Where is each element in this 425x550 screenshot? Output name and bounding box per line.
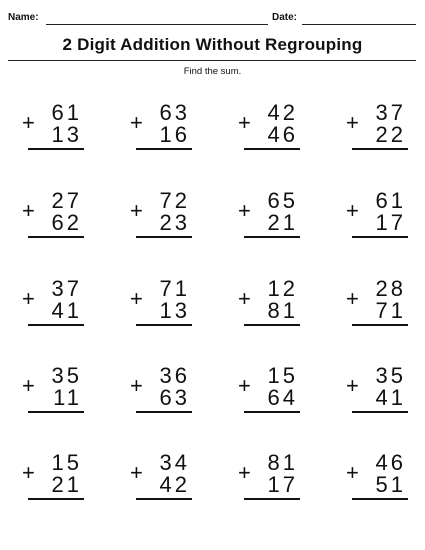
answer-line[interactable] (352, 236, 408, 238)
addition-problem (238, 100, 298, 160)
addend-top: 28 (375, 276, 406, 301)
addition-problem (346, 188, 406, 248)
addition-problem (346, 363, 406, 423)
addend-top: 37 (375, 100, 406, 125)
addend-bottom: 81 (267, 298, 298, 323)
addend-top: 27 (51, 188, 82, 213)
plus-sign: + (346, 198, 359, 223)
addend-top: 34 (159, 450, 190, 475)
answer-line[interactable] (352, 498, 408, 500)
plus-sign: + (346, 373, 359, 398)
plus-sign: + (346, 460, 359, 485)
addend-bottom: 71 (375, 298, 406, 323)
answer-line[interactable] (352, 411, 408, 413)
name-label: Name: (8, 12, 39, 23)
addend-bottom: 16 (159, 122, 190, 147)
plus-sign: + (22, 460, 35, 485)
addend-bottom: 21 (267, 210, 298, 235)
addition-problem (238, 450, 298, 510)
answer-line[interactable] (244, 148, 300, 150)
addend-bottom: 13 (51, 122, 82, 147)
addend-bottom: 21 (51, 472, 82, 497)
addition-problem (22, 450, 82, 510)
addend-top: 72 (159, 188, 190, 213)
addition-problem (346, 276, 406, 336)
answer-line[interactable] (28, 411, 84, 413)
addend-bottom: 42 (159, 472, 190, 497)
addend-bottom: 46 (267, 122, 298, 147)
plus-sign: + (238, 198, 251, 223)
addend-top: 63 (159, 100, 190, 125)
plus-sign: + (130, 286, 143, 311)
plus-sign: + (22, 198, 35, 223)
plus-sign: + (130, 373, 143, 398)
plus-sign: + (238, 110, 251, 135)
answer-line[interactable] (28, 148, 84, 150)
addend-top: 35 (51, 363, 82, 388)
plus-sign: + (130, 460, 143, 485)
addend-bottom: 17 (375, 210, 406, 235)
answer-line[interactable] (244, 411, 300, 413)
addend-bottom: 64 (267, 385, 298, 410)
addition-problem (238, 276, 298, 336)
plus-sign: + (238, 460, 251, 485)
plus-sign: + (346, 286, 359, 311)
addend-top: 81 (267, 450, 298, 475)
plus-sign: + (130, 198, 143, 223)
addition-problem (130, 100, 190, 160)
addend-top: 15 (267, 363, 298, 388)
addition-problem (130, 188, 190, 248)
date-line[interactable] (302, 24, 416, 25)
addend-bottom: 22 (375, 122, 406, 147)
title-divider (8, 60, 416, 61)
answer-line[interactable] (28, 236, 84, 238)
plus-sign: + (238, 373, 251, 398)
answer-line[interactable] (136, 236, 192, 238)
plus-sign: + (22, 286, 35, 311)
addend-bottom: 62 (51, 210, 82, 235)
addend-top: 12 (267, 276, 298, 301)
addend-top: 46 (375, 450, 406, 475)
addend-bottom: 13 (159, 298, 190, 323)
addend-bottom: 41 (51, 298, 82, 323)
answer-line[interactable] (352, 148, 408, 150)
addition-problem (238, 188, 298, 248)
answer-line[interactable] (136, 324, 192, 326)
addition-problem (130, 276, 190, 336)
addition-problem (22, 276, 82, 336)
answer-line[interactable] (244, 236, 300, 238)
page-title: 2 Digit Addition Without Regrouping (62, 35, 363, 54)
date-label: Date: (272, 12, 298, 23)
answer-line[interactable] (136, 411, 192, 413)
answer-line[interactable] (28, 324, 84, 326)
plus-sign: + (22, 110, 35, 135)
addition-problem (22, 188, 82, 248)
addend-top: 65 (267, 188, 298, 213)
plus-sign: + (238, 286, 251, 311)
addend-top: 71 (159, 276, 190, 301)
name-line[interactable] (46, 24, 268, 25)
answer-line[interactable] (352, 324, 408, 326)
addition-problem (130, 450, 190, 510)
addend-top: 61 (375, 188, 406, 213)
addition-problem (22, 100, 82, 160)
answer-line[interactable] (136, 498, 192, 500)
addition-problem (238, 363, 298, 423)
addend-top: 15 (51, 450, 82, 475)
answer-line[interactable] (244, 498, 300, 500)
addend-bottom: 51 (375, 472, 406, 497)
instruction-text: Find the sum. (183, 66, 242, 77)
addition-problem (346, 450, 406, 510)
addend-top: 42 (267, 100, 298, 125)
addend-bottom: 23 (159, 210, 190, 235)
addend-top: 61 (51, 100, 82, 125)
plus-sign: + (346, 110, 359, 135)
addend-bottom: 17 (267, 472, 298, 497)
addend-top: 35 (375, 363, 406, 388)
plus-sign: + (130, 110, 143, 135)
addition-problem (22, 363, 82, 423)
addend-top: 37 (51, 276, 82, 301)
addition-problem (130, 363, 190, 423)
addend-top: 36 (159, 363, 190, 388)
problems-grid (0, 100, 425, 530)
plus-sign: + (22, 373, 35, 398)
addition-problem (346, 100, 406, 160)
addend-bottom: 41 (375, 385, 406, 410)
answer-line[interactable] (28, 498, 84, 500)
addend-bottom: 63 (159, 385, 190, 410)
answer-line[interactable] (244, 324, 300, 326)
addend-bottom: 11 (53, 385, 82, 410)
answer-line[interactable] (136, 148, 192, 150)
